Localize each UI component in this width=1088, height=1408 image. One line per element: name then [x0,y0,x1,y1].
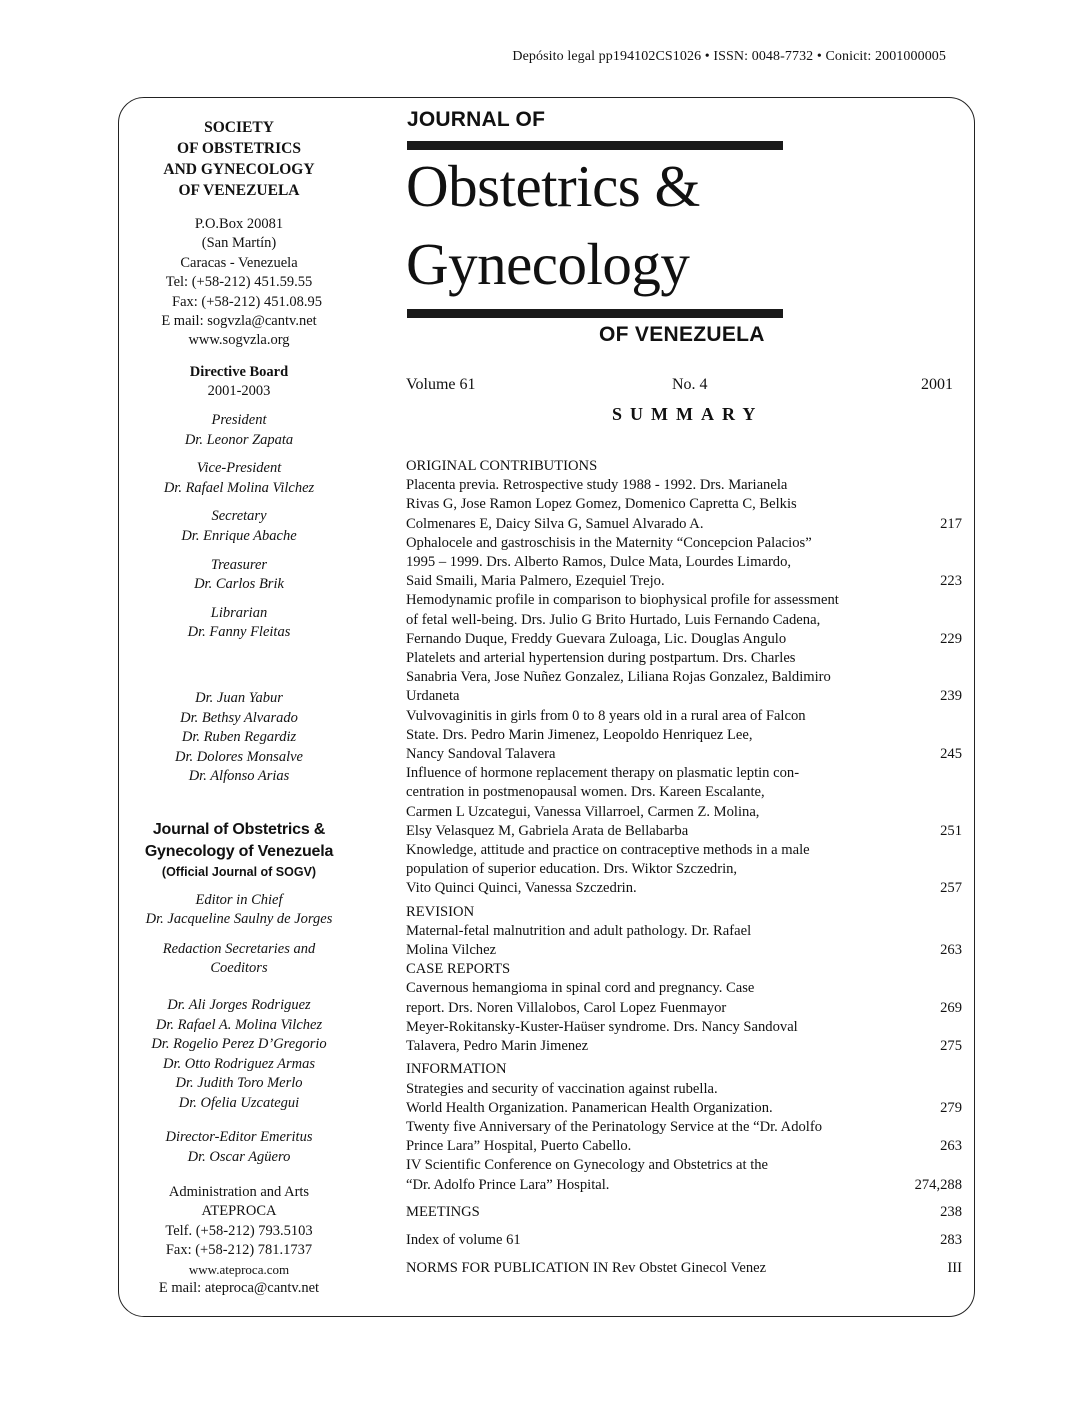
member-name: Dr. Dolores Monsalve [175,748,303,765]
journal-name-line: Gynecology of Venezuela [144,842,334,860]
board-years: 2001-2003 [207,383,271,400]
page-number: 217 [940,515,962,532]
journal-name-line: Journal of Obstetrics & [152,820,326,838]
society-address [128,215,350,351]
role-person: Dr. Leonor Zapata [184,431,294,448]
issue-number: No. 4 [672,376,708,393]
issue-year: 2001 [921,376,953,393]
toc-entry [406,476,962,534]
toc-entry [406,591,962,649]
toc-entry [406,1080,962,1118]
official-journal-note: (Official Journal of SOGV) [161,864,317,879]
toc-entry-line: Elsy Velasquez M, Gabriela Arata de Bellabarba [406,822,689,839]
fax-line: Fax: (+58-212) 451.08.95 [172,293,322,310]
toc-entry [406,841,962,899]
toc-entry-line: State. Drs. Pedro Marin Jimenez, Leopoldo Henriquez Lee, [406,726,753,743]
member-name: Dr. Bethsy Alvarado [180,709,298,726]
toc-entry-line: Influence of hormone replacement therapy on plasmatic leptin con- [406,765,800,782]
masthead-bottom-rule [407,309,783,318]
society-name-line: SOCIETY [204,119,274,136]
toc-entry-line: Rivas G, Jose Ramon Lopez Gomez, Domenico Capretta C, Belkis [406,496,797,513]
page-number: 283 [940,1231,962,1248]
norms-row [406,1259,962,1278]
editor-role: Editor in Chief [195,891,283,908]
toc-entry-line: Maternal-fetal malnutrition and adult pathology. Dr. Rafael [406,922,752,939]
page-number: 229 [940,630,962,647]
address-line: Caracas - Venezuela [180,254,298,271]
role-title: President [211,412,267,429]
member-name: Dr. Alfonso Arias [188,768,290,785]
toc-entry-line: Cavernous hemangioma in spinal cord and pregnancy. Case [406,980,755,997]
phone-line: Tel: (+58-212) 451.59.55 [165,274,313,291]
section-heading: INFORMATION [406,1061,507,1078]
emeritus-name: Dr. Oscar Agüero [187,1149,291,1166]
role-person: Dr. Rafael Molina Vilchez [163,479,315,496]
page-number: 245 [940,746,962,763]
toc-entry-line: Sanabria Vera, Jose Nuñez Gonzalez, Liliana Rojas Gonzalez, Baldimiro [406,669,831,686]
toc-entry-line: Urdaneta [406,688,460,705]
toc-entry-line: 1995 – 1999. Drs. Alberto Ramos, Dulce Mata, Lourdes Limardo, [406,554,792,571]
toc-entry-line: Hemodynamic profile in comparison to biophysical profile for assessment [406,592,839,609]
board-members [128,689,350,787]
page-number: III [947,1260,962,1277]
masthead-of-venezuela: OF VENEZUELA [599,323,765,346]
page-number: 269 [940,999,962,1016]
page-number: 251 [940,822,962,839]
meetings-row [406,1203,962,1222]
emeritus-role: Director-Editor Emeritus [165,1129,313,1146]
role-title: Treasurer [210,556,268,573]
page-number: 257 [940,880,962,897]
society-name-line: OF OBSTETRICS [177,140,301,157]
index-row [406,1231,962,1250]
toc-entry [406,1018,962,1056]
member-name: Dr. Ruben Regardiz [181,729,297,746]
toc-entry-line: Fernando Duque, Freddy Guevara Zuloaga, Lic. Douglas Angulo [406,630,787,647]
page-number: 279 [940,1099,962,1116]
toc-entry [406,1156,962,1194]
toc-entry-line: report. Drs. Noren Villalobos, Carol Lopez Fuenmayor [406,999,727,1016]
section-heading: REVISION [406,903,475,920]
admin-line: www.ateproca.com [188,1262,290,1278]
address-line: (San Martín) [201,235,277,252]
admin-line: E mail: ateproca@cantv.net [158,1280,320,1297]
page-number: 274,288 [914,1176,962,1193]
member-name: Dr. Juan Yabur [195,689,283,706]
coeditor-name: Dr. Ali Jorges Rodriguez [167,996,311,1013]
toc-entry-line: “Dr. Adolfo Prince Lara” Hospital. [406,1176,610,1193]
toc-entry-line: Molina Vilchez [406,942,497,959]
administration-block [128,1183,350,1299]
toc-entry-line: Meyer-Rokitansky-Kuster-Haüser syndrome. Drs. Nancy Sandoval [406,1018,798,1035]
toc-entry-line: of fetal well-being. Drs. Julio G Brito Hurtado, Luis Fernando Cadena, [406,611,821,628]
page-number: 263 [940,1138,962,1155]
admin-line: ATEPROCA [201,1203,277,1220]
admin-line: Telf. (+58-212) 793.5103 [165,1222,313,1239]
page-number: 238 [940,1203,962,1220]
role-person: Dr. Enrique Abache [181,528,297,544]
toc-entry [406,979,962,1017]
toc-entry-line: IV Scientific Conference on Gynecology and Obstetrics at the [406,1157,769,1174]
role-person: Dr. Carlos Brik [194,576,284,593]
society-column [128,117,350,1299]
website-line: www.sogvzla.org [188,332,290,349]
coeditor-name: Dr. Otto Rodriguez Armas [163,1055,315,1072]
legal-deposit-line: Depósito legal pp194102CS1026 • ISSN: 0048-7732 • Conicit: 2001000005 [512,49,946,64]
board-title: Directive Board [189,363,289,380]
address-line: P.O.Box 20081 [194,216,284,232]
toc-entry [406,1118,962,1156]
toc-entry [406,649,962,707]
journal-info [128,819,350,883]
toc-entry-line: World Health Organization. Panamerican Health Organization. [406,1099,773,1116]
toc-entry-line: Strategies and security of vaccination against rubella. [406,1080,718,1097]
masthead-journal-of: JOURNAL OF [407,108,546,131]
toc-entry-line: population of superior education. Drs. Wiktor Szczedrin, [406,861,738,878]
page-number: 223 [940,573,962,590]
toc-entry [406,534,962,592]
admin-line: Fax: (+58-212) 781.1737 [165,1242,313,1259]
redaction-role: Redaction Secretaries and [162,940,316,957]
society-name-line: AND GYNECOLOGY [163,161,315,178]
meetings-label: MEETINGS [406,1203,480,1220]
role-person: Dr. Fanny Fleitas [187,624,291,641]
toc-entry-line: centration in postmenopausal women. Drs. Kareen Escalante, [406,784,765,801]
editor-name: Dr. Jacqueline Saulny de Jorges [145,911,333,928]
toc-entry-line: Vito Quinci Quinci, Vanessa Szczedrin. [406,880,637,897]
toc-entry [406,922,962,960]
masthead-title-line2: Gynecology [406,231,690,297]
index-label: Index of volume 61 [406,1231,521,1248]
toc-entry-line: Nancy Sandoval Talavera [406,746,556,763]
table-of-contents [406,457,962,1278]
coeditor-name: Dr. Rafael A. Molina Vilchez [155,1016,323,1033]
section-heading: ORIGINAL CONTRIBUTIONS [406,458,598,474]
volume-label: Volume 61 [406,376,476,393]
norms-label: NORMS FOR PUBLICATION IN Rev Obstet Ginecol Venez [406,1260,767,1277]
toc-entry-line: Platelets and arterial hypertension during postpartum. Drs. Charles [406,650,796,667]
toc-entry-line: Twenty five Anniversary of the Perinatology Service at the “Dr. Adolfo [406,1118,823,1135]
toc-entry-line: Knowledge, attitude and practice on contraceptive methods in a male [406,842,810,859]
coeditor-name: Dr. Judith Toro Merlo [175,1075,303,1092]
toc-entry-line: Placenta previa. Retrospective study 1988 - 1992. Drs. Marianela [406,477,788,494]
role-title: Librarian [210,604,268,621]
email-line: E mail: sogvzla@cantv.net [161,313,317,330]
toc-entry-line: Carmen L Uzcategui, Vanessa Villarroel, Carmen Z. Molina, [406,803,760,820]
society-name-line: OF VENEZUELA [178,182,300,199]
toc-entry [406,707,962,765]
toc-entry-line: Colmenares E, Daicy Silva G, Samuel Alvarado A. [406,515,704,532]
toc-entry-line: Said Smaili, Maria Palmero, Ezequiel Trejo. [406,573,665,590]
summary-heading: SUMMARY [612,404,764,424]
admin-line: Administration and Arts [168,1183,310,1200]
coeditor-name: Dr. Rogelio Perez D’Gregorio [151,1036,327,1053]
coeditor-name: Dr. Ofelia Uzcategui [178,1094,300,1111]
toc-entry-line: Talavera, Pedro Marin Jimenez [406,1038,589,1055]
masthead-title-line1: Obstetrics & [406,153,700,219]
page-number: 263 [940,942,962,959]
role-title: Vice-President [196,460,282,477]
toc-entry-line: Ophalocele and gastroschisis in the Maternity “Concepcion Palacios” [406,534,812,551]
section-heading: CASE REPORTS [406,961,511,978]
redaction-role: Coeditors [210,960,268,977]
toc-entry-line: Prince Lara” Hospital, Puerto Cabello. [406,1138,632,1155]
masthead-top-rule [407,141,783,150]
toc-entry-line: Vulvovaginitis in girls from 0 to 8 years old in a rural area of Falcon [406,707,806,724]
page-number: 275 [940,1038,962,1055]
toc-entry [406,764,962,841]
page-number: 239 [940,688,962,705]
society-name [128,117,350,201]
role-title: Secretary [211,508,267,525]
